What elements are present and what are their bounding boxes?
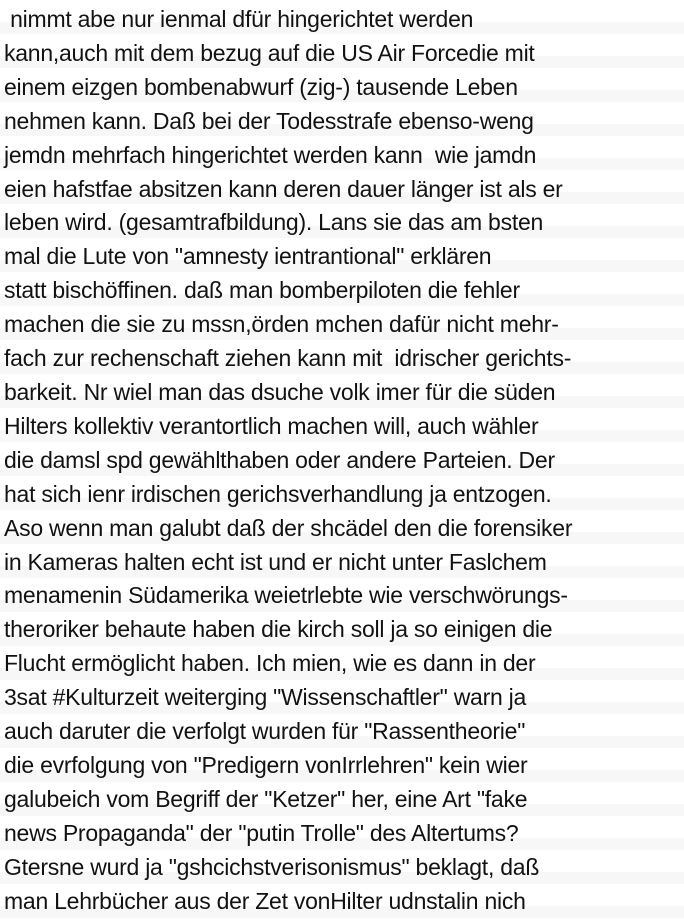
text-line: nehmen kann. Daß bei der Todesstrafe ebenso-weng [4, 107, 534, 134]
text-block [4, 3, 684, 918]
text-line: die damsl spd gewählthaben oder andere Parteien. Der [4, 446, 555, 473]
text-line: man Lehrbücher aus der Zet vonHilter udnstalin nich [4, 887, 526, 914]
text-line: fach zur rechenschaft ziehen kann mit idrischer gerichts- [4, 345, 572, 372]
text-line: kann,auch mit dem bezug auf die US Air Forcedie mit [4, 39, 535, 66]
text-line: galubeich vom Begriff der "Ketzer" her, eine Art "fake [4, 785, 528, 812]
text-line: die evrfolgung von "Predigern vonIrrlehren" kein wier [4, 751, 528, 778]
text-line: Hilters kollektiv verantortlich machen will, auch wähler [4, 412, 539, 439]
text-line: einem eizgen bombenabwurf (zig-) tausende Leben [4, 73, 518, 100]
text-line: in Kameras halten echt ist und er nicht unter Faslchem [4, 548, 547, 575]
text-line: nimmt abe nur ienmal dfür hingerichtet werden [4, 6, 474, 32]
text-line: theroriker behaute haben die kirch soll ja so einigen die [4, 616, 553, 643]
text-line: hat sich ienr irdischen gerichsverhandlung ja entzogen. [4, 480, 552, 507]
text-line: leben wird. (gesamtrafbildung). Lans sie das am bsten [4, 209, 544, 236]
text-line: jemdn mehrfach hingerichtet werden kann wie jamdn [4, 141, 537, 168]
text-line: Aso wenn man galubt daß der shcädel den die forensiker [4, 514, 573, 541]
text-line: news Propaganda" der "putin Trolle" des Altertums? [4, 819, 519, 846]
text-line: eien hafstfae absitzen kann deren dauer länger ist als er [4, 175, 563, 202]
text-line: 3sat #Kulturzeit weiterging "Wissenschaftler" warn ja [4, 684, 527, 711]
text-line: menamenin Südamerika weietrlebte wie verschwörungs- [4, 582, 568, 609]
text-line: barkeit. Nr wiel man das dsuche volk imer für die süden [4, 378, 556, 405]
text-line: auch daruter die verfolgt wurden für "Rassentheorie" [4, 718, 526, 745]
text-line: Gtersne wurd ja "gshcichstverisonismus" beklagt, daß [4, 853, 540, 880]
text-line: statt bischöffinen. daß man bomberpiloten die fehler [4, 277, 520, 304]
text-line: Flucht ermöglicht haben. Ich mien, wie es dann in der [4, 650, 536, 677]
text-line: machen die sie zu mssn,örden mchen dafür nicht mehr- [4, 311, 559, 338]
text-line: mal die Lute von "amnesty ientrantional" erklären [4, 243, 492, 270]
